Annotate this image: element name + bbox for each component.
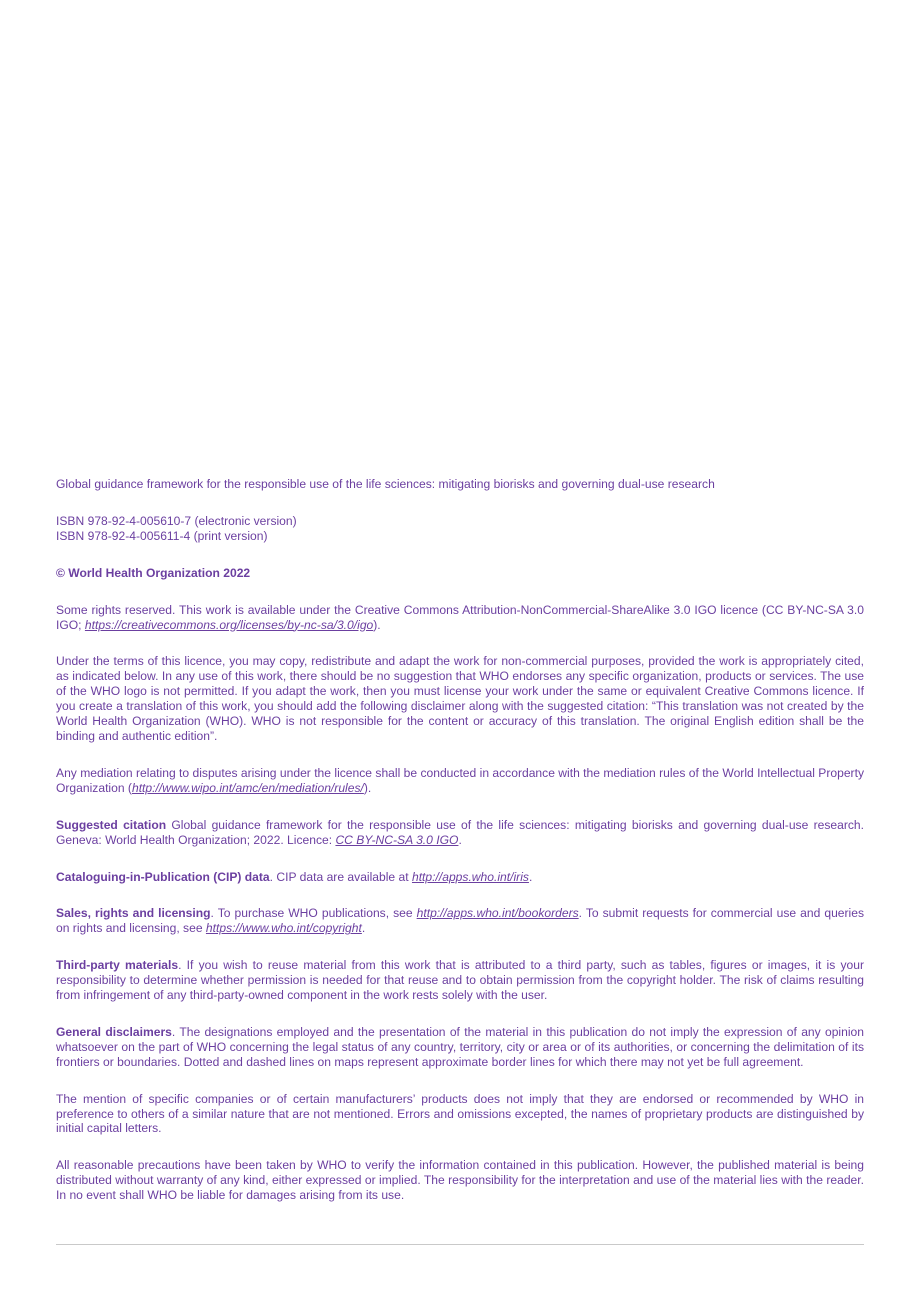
mediation-text-end: ). xyxy=(363,780,372,795)
cip-heading: Cataloguing-in-Publication (CIP) data xyxy=(56,869,270,884)
copyright-notice: © World Health Organization 2022 xyxy=(56,565,251,580)
suggested-citation-end: . xyxy=(458,832,462,847)
copyright-page-content xyxy=(56,477,864,1203)
cip-paragraph xyxy=(56,870,864,885)
rights-text: Some rights reserved. This work is available under the Creative Commons Attribution-NonCommercial-ShareAlike 3.0 IGO licence (CC BY-NC-SA 3.0 IGO; xyxy=(56,602,864,632)
creative-commons-link[interactable]: https://creativecommons.org/licenses/by-nc-sa/3.0/igo xyxy=(84,617,374,632)
cip-text-end: . xyxy=(528,869,533,884)
suggested-citation-text: Global guidance framework for the responsible use of the life sciences: mitigating biorisks and governing dual-use research. Geneva: World Health Organization; 2022. Licence: xyxy=(56,817,864,847)
copyright-link[interactable]: https://www.who.int/copyright xyxy=(205,921,362,936)
iris-link[interactable]: http://apps.who.int/iris xyxy=(411,869,529,884)
disclaimers-text: . The designations employed and the presentation of the material in this publication do not imply the expression of any opinion whatsoever on the part of WHO concerning the legal status of any country, territory, city or area or of its authorities, or concerning the delimitation of its frontiers or boundaries. Dotted and dashed lines on maps represent approximate border lines for which there may not yet be full agreement. xyxy=(56,1024,864,1069)
isbn-block xyxy=(56,514,864,544)
disclaimers-paragraph xyxy=(56,1025,864,1070)
suggested-citation-paragraph xyxy=(56,818,864,848)
sales-paragraph xyxy=(56,906,864,936)
publication-title: Global guidance framework for the responsible use of the life sciences: mitigating biorisks and governing dual-use research xyxy=(56,477,715,491)
sales-text: . To purchase WHO publications, see xyxy=(210,906,417,921)
cip-text: . CIP data are available at xyxy=(269,869,412,884)
precautions-paragraph: All reasonable precautions have been taken by WHO to verify the information contained in this publication. However, the published material is being distributed without warranty of any kind, either expressed or implied. The responsibility for the interpretation and use of the material lies with the reader. In no event shall WHO be liable for damages arising from its use. xyxy=(56,1158,864,1203)
third-party-heading: Third-party materials xyxy=(56,958,179,973)
licence-terms-paragraph: Under the terms of this licence, you may copy, redistribute and adapt the work for non-commercial purposes, provided the work is appropriately cited, as indicated below. In any use of this work, there should be no suggestion that WHO endorses any specific organization, products or services. The use of the WHO logo is not permitted. If you adapt the work, then you must license your work under the same or equivalent Creative Commons licence. If you create a translation of this work, you should add the following disclaimer along with the suggested citation: “This translation was not created by the World Health Organization (WHO). WHO is not responsible for the content or accuracy of this translation. The original English edition shall be the binding and authentic edition”. xyxy=(56,654,864,743)
disclaimers-heading: General disclaimers xyxy=(56,1024,172,1039)
licence-link[interactable]: CC BY-NC-SA 3.0 IGO xyxy=(335,832,459,847)
suggested-citation-heading: Suggested citation xyxy=(56,817,167,832)
mediation-paragraph xyxy=(56,766,864,796)
bottom-divider xyxy=(56,1244,864,1245)
bookorders-link[interactable]: http://apps.who.int/bookorders xyxy=(416,906,579,921)
mediation-text: Any mediation relating to disputes arising under the licence shall be conducted in accordance with the mediation rules of the World Intellectual Property Organization ( xyxy=(56,765,864,795)
wipo-mediation-link[interactable]: http://www.wipo.int/amc/en/mediation/rules/ xyxy=(131,780,364,795)
sales-text-mid: . To submit requests for commercial use and queries on rights and licensing, see xyxy=(56,906,865,936)
isbn-print: ISBN 978-92-4-005611-4 (print version) xyxy=(56,528,268,543)
rights-paragraph xyxy=(56,603,864,633)
sales-text-end: . xyxy=(361,921,366,936)
sales-heading: Sales, rights and licensing xyxy=(56,906,211,921)
third-party-paragraph xyxy=(56,958,864,1003)
third-party-text: . If you wish to reuse material from this work that is attributed to a third party, such as tables, figures or images, it is your responsibility to determine whether permission is needed for that reuse and to obtain permission from the copyright holder. The risk of claims resulting from infringement of any third-party-owned component in the work rests solely with the user. xyxy=(56,958,864,1003)
companies-paragraph: The mention of specific companies or of certain manufacturers’ products does not imply that they are endorsed or recommended by WHO in preference to others of a similar nature that are not mentioned. Errors and omissions excepted, the names of proprietary products are distinguished by initial capital letters. xyxy=(56,1091,864,1136)
isbn-electronic: ISBN 978-92-4-005610-7 (electronic version) xyxy=(56,513,297,528)
rights-text-end: ). xyxy=(373,617,381,632)
